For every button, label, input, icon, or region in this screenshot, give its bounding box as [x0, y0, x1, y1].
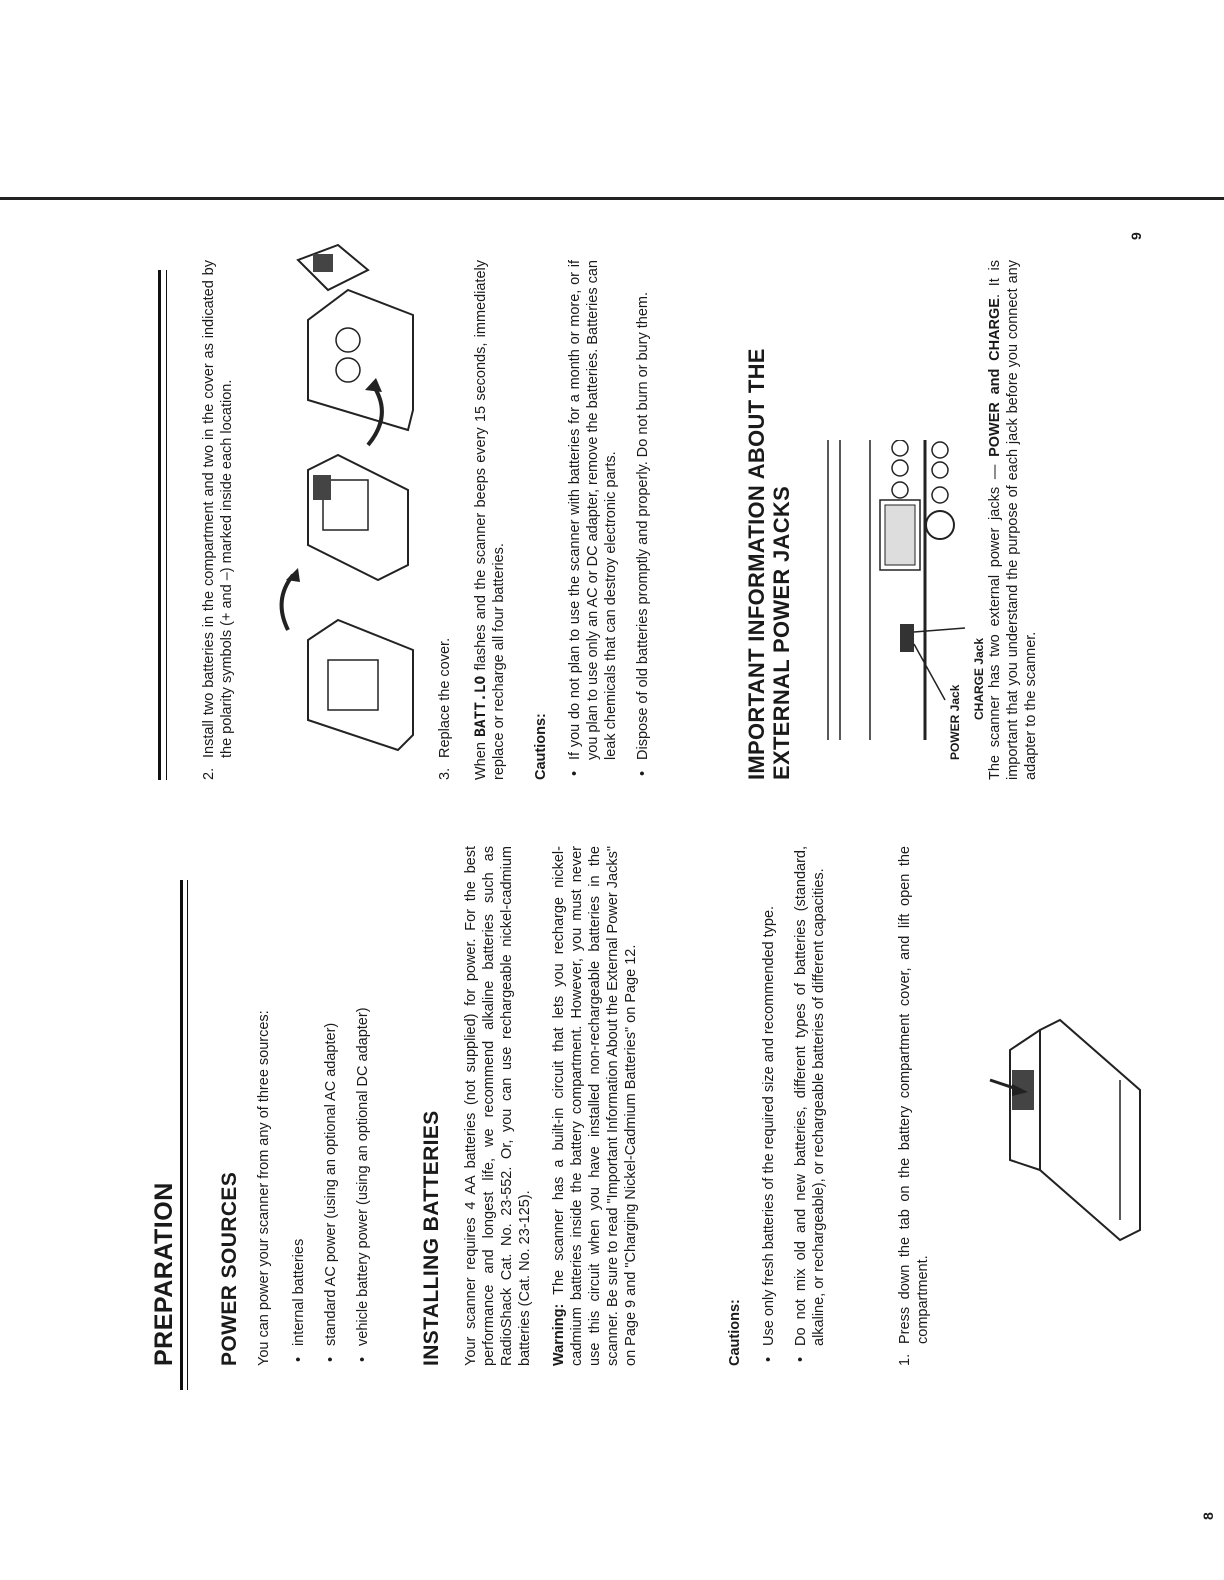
- step-3: [436, 260, 454, 780]
- right-page: [0, 0, 1224, 780]
- list-item: • Do not mix old and new batteries, different types of batteries (standard, alkaline, or rechargeable), or rechargeable batteries of different capacities.: [792, 846, 828, 1366]
- jacks-heading-line-1: IMPORTANT INFORMATION ABOUT THE: [744, 348, 769, 780]
- list-item: • If you do not plan to use the scanner with batteries for a month or more, or if you plan to use only an AC or DC adapter, remove the batteries. Batteries can leak chemicals that can destroy electronic parts.: [566, 260, 620, 780]
- list-item: • vehicle battery power (using an optional DC adapter): [354, 846, 372, 1366]
- step-text: Press down the tab on the battery compartment cover, and lift open the compartment.: [897, 846, 931, 1344]
- installing-batteries-body: Your scanner requires 4 AA batteries (not supplied) for power. For the best performance and longest life, we recommend alkaline batteries such as RadioShack Cat. No. 23-552. Or, you can use rechargeable nickel-cadmium batteries (Cat. No. 23-125).: [463, 846, 533, 1366]
- cautions-list: [760, 846, 828, 1366]
- step-text: Replace the cover.: [437, 637, 453, 758]
- page-number-left: 8: [1200, 1512, 1216, 1520]
- power-sources-heading: POWER SOURCES: [218, 1171, 241, 1366]
- charge-jack-label: CHARGE Jack: [972, 637, 986, 720]
- list-item: • Use only fresh batteries of the required size and recommended type.: [760, 846, 778, 1366]
- jacks-body-pre: The scanner has two external power jacks —: [987, 464, 1003, 780]
- power-word: POWER: [987, 402, 1003, 457]
- charge-word: CHARGE: [987, 298, 1003, 361]
- page-title: PREPARATION: [150, 1182, 178, 1366]
- header-rule: [158, 270, 161, 780]
- warning-label: Warning:: [551, 1303, 567, 1366]
- battery-cover-illustration: [950, 1000, 1150, 1260]
- step-number: 2.: [201, 767, 217, 780]
- list-item: • internal batteries: [290, 846, 308, 1366]
- cautions-label: Cautions:: [727, 1299, 743, 1366]
- step-number: 3.: [437, 767, 453, 780]
- installing-batteries-heading: INSTALLING BATTERIES: [420, 1110, 443, 1366]
- title-rule-thin: [187, 880, 188, 1390]
- jacks-heading-line-2: EXTERNAL POWER JACKS: [769, 485, 794, 780]
- step-1: [896, 846, 932, 1366]
- batt-lo-pre: When: [473, 742, 489, 780]
- step-2: [200, 260, 236, 780]
- and-word: and: [987, 368, 1003, 395]
- jacks-body: [986, 260, 1040, 780]
- title-rule: [180, 880, 183, 1390]
- power-sources-list: [290, 846, 372, 1366]
- batt-lo-post: flashes and the scanner beeps every 15 seconds, immediately replace or recharge all four batteries.: [473, 260, 507, 780]
- warning-paragraph: [550, 846, 640, 1366]
- cautions-list: [566, 260, 652, 780]
- step-number: 1.: [897, 1353, 913, 1366]
- power-jack-label: POWER Jack: [948, 684, 962, 760]
- batt-lo-indicator: BATT.LO: [473, 675, 489, 737]
- battery-install-illustration: [268, 240, 418, 760]
- warning-text: The scanner has a built-in circuit that lets you recharge nickel-cadmium batteries inside the battery compartment. However, you must never use this circuit when you have installed non-rechargeable batteries in the scanner. Be sure to read "Important Information About the External Power Jacks" on Page 9 and "Charging Nickel-Cadmium Batteries" on Page 12.: [551, 846, 639, 1366]
- jacks-body-post: . It is important that you understand the purpose of each jack before you connect any adapter to the scanner.: [987, 259, 1039, 780]
- page-number-right: 9: [1128, 232, 1144, 240]
- list-item: • standard AC power (using an optional AC adapter): [322, 846, 340, 1366]
- left-page: [0, 780, 1224, 1580]
- cautions-label: Cautions:: [533, 713, 549, 780]
- jacks-heading: [744, 220, 794, 780]
- list-item: • Dispose of old batteries promptly and properly. Do not burn or bury them.: [634, 260, 652, 780]
- power-sources-intro: You can power your scanner from any of three sources:: [256, 1010, 272, 1366]
- batt-lo-paragraph: [472, 260, 508, 780]
- step-text: Install two batteries in the compartment and two in the cover as indicated by the polarity symbols (+ and –) marked inside each location.: [201, 260, 235, 758]
- header-rule-thin: [166, 270, 167, 780]
